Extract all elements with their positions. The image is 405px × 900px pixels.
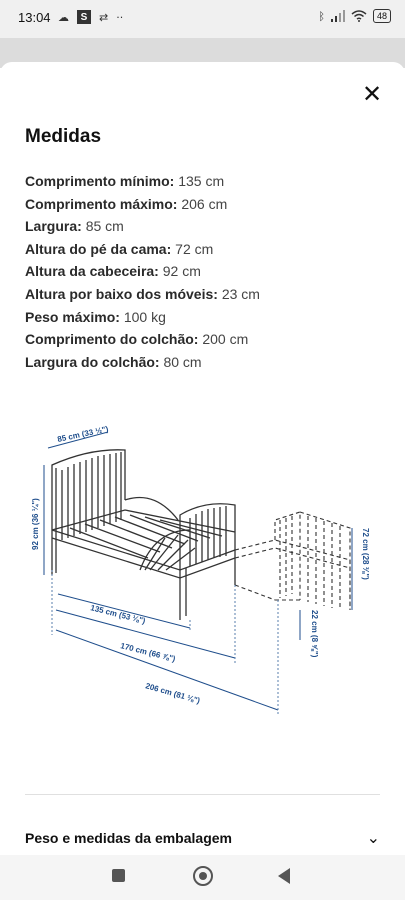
dim-foot-height-label: 72 cm (28 ⅜") [361, 528, 370, 580]
spec-row [25, 351, 385, 374]
spec-row [25, 283, 385, 306]
close-button[interactable] [356, 78, 388, 110]
spec-list [25, 170, 385, 373]
battery-icon: 48 [373, 9, 391, 23]
spec-label: Comprimento do colchão: [25, 331, 199, 348]
spec-row [25, 170, 385, 193]
close-icon: ✕ [361, 80, 383, 108]
wifi-icon [351, 10, 367, 22]
bluetooth-icon: ᛒ [318, 9, 325, 23]
page-title: Medidas [25, 126, 102, 147]
dim-head-height-label: 92 cm (36 ¼") [31, 498, 40, 550]
spec-label: Comprimento máximo: [25, 195, 178, 212]
back-button[interactable] [278, 868, 290, 884]
home-icon [199, 872, 207, 880]
dim-under-label: 22 cm (8 ⅝") [310, 610, 319, 658]
status-bar [0, 0, 405, 38]
status-icons-left [58, 10, 123, 24]
spec-label: Altura da cabeceira: [25, 263, 159, 280]
dim-min-length-label: 135 cm (53 ⅛") [89, 603, 147, 626]
spec-value: 72 cm [175, 240, 214, 257]
s-app-icon: S [77, 10, 91, 24]
spec-value: 200 cm [202, 331, 249, 348]
spec-row [25, 328, 385, 351]
spec-label: Peso máximo: [25, 308, 120, 325]
spec-value: 135 cm [178, 173, 225, 189]
spec-value: 100 kg [123, 308, 166, 325]
chevron-down-icon: ⌄ [366, 828, 380, 847]
spec-row [25, 215, 385, 238]
home-button[interactable] [193, 866, 213, 886]
accordion-label: Peso e medidas da embalagem [25, 829, 232, 846]
status-time: 13:04 [18, 10, 51, 25]
spec-row [25, 238, 385, 261]
dim-width-label: 85 cm (33 ½") [56, 424, 110, 444]
spec-value: 92 cm [162, 263, 201, 280]
extension-dashed-drawing [235, 512, 350, 610]
spec-value: 80 cm [163, 353, 202, 370]
spec-value: 85 cm [85, 218, 124, 235]
spec-row [25, 193, 385, 216]
status-icons-right [318, 9, 391, 23]
package-dimensions-accordion[interactable] [25, 828, 380, 847]
bed-dimension-diagram [30, 420, 385, 720]
dim-max-length-label: 206 cm (81 ⅛") [144, 681, 202, 706]
divider [25, 794, 380, 795]
spec-label: Altura do pé da cama: [25, 240, 172, 257]
dim-mid-length-label: 170 cm (66 ⅞") [119, 641, 177, 664]
spec-row [25, 306, 385, 329]
spec-value: 23 cm [221, 285, 260, 302]
sync-icon: ⇄ [99, 10, 109, 24]
signal-icon [331, 10, 345, 22]
bed-frame-drawing [52, 450, 235, 620]
dimension-lines [44, 432, 352, 714]
spec-label: Altura por baixo dos móveis: [25, 285, 218, 302]
spec-label: Largura do colchão: [25, 353, 160, 370]
recents-button[interactable] [112, 869, 125, 882]
more-dots-icon: ·· [116, 10, 124, 24]
weather-icon: ☁ [58, 10, 69, 24]
spec-row [25, 260, 385, 283]
spec-value: 206 cm [181, 195, 228, 212]
spec-label: Comprimento mínimo: [25, 173, 175, 189]
spec-label: Largura: [25, 218, 82, 235]
